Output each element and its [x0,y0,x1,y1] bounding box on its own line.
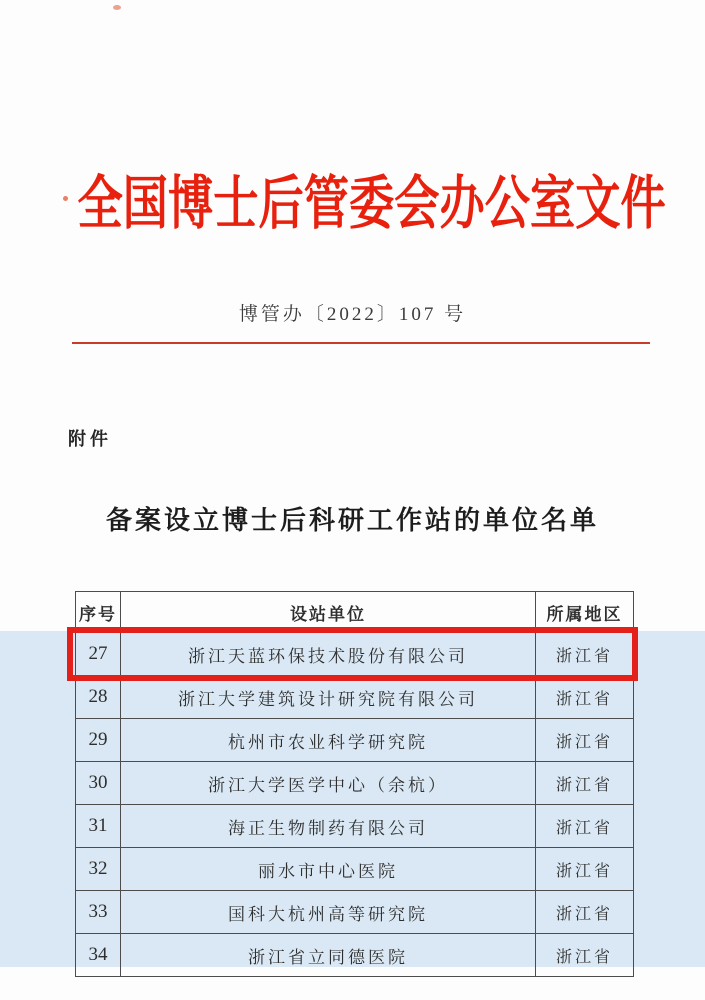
row-number-cell: 33 [76,891,121,934]
document-title: 全国博士后管委会办公室文件 [77,171,666,236]
row-number-cell: 30 [76,762,121,805]
region-cell: 浙江省 [536,719,634,762]
red-divider-line [72,342,650,344]
document-number: 博管办〔2022〕107 号 [238,304,467,325]
unit-name-cell: 丽水市中心医院 [121,848,536,891]
region-cell: 浙江省 [536,848,634,891]
unit-name-cell: 国科大杭州高等研究院 [121,891,536,934]
unit-name-cell: 浙江大学建筑设计研究院有限公司 [121,676,536,719]
station-table-container [75,591,633,977]
region-cell: 浙江省 [536,676,634,719]
table-row [76,676,634,719]
row-number-cell: 28 [76,676,121,719]
scan-speck [113,5,121,10]
table-row [76,891,634,934]
table-header-row [76,592,634,633]
unit-name-cell: 海正生物制药有限公司 [121,805,536,848]
unit-name-cell: 浙江天蓝环保技术股份有限公司 [121,633,536,676]
table-row [76,848,634,891]
table-row [76,633,634,676]
row-number-cell: 32 [76,848,121,891]
header-region: 所属地区 [536,592,634,633]
table-row [76,762,634,805]
list-title: 备案设立博士后科研工作站的单位名单 [105,506,599,535]
table-row [76,719,634,762]
row-number-cell: 34 [76,934,121,977]
region-cell: 浙江省 [536,805,634,848]
attachment-label: 附件 [68,429,112,449]
region-cell: 浙江省 [536,762,634,805]
header-serial-number: 序号 [76,592,121,633]
region-cell: 浙江省 [536,633,634,676]
row-number-cell: 27 [76,633,121,676]
unit-name-cell: 浙江省立同德医院 [121,934,536,977]
station-table-body [76,633,634,977]
unit-name-cell: 浙江大学医学中心（余杭） [121,762,536,805]
row-number-cell: 31 [76,805,121,848]
unit-name-cell: 杭州市农业科学研究院 [121,719,536,762]
header-unit-name: 设站单位 [121,592,536,633]
region-cell: 浙江省 [536,891,634,934]
scan-speck [63,196,68,201]
region-cell: 浙江省 [536,934,634,977]
table-row [76,934,634,977]
station-table [75,591,634,977]
table-row [76,805,634,848]
row-number-cell: 29 [76,719,121,762]
